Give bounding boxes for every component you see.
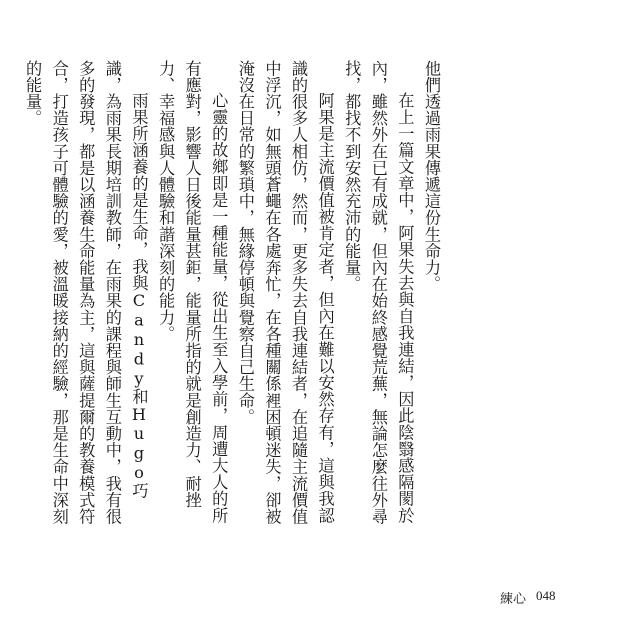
paragraph-4: 心靈的故鄉即是一種能量，從出生至入學前，周遭大人的所有應對，影響人日後能量甚鉅，能量所指的就是創造力、耐挫力、幸福感與人體驗和諧深刻的能力。: [156, 60, 229, 524]
paragraph-1: 他們透過雨果傳遞這份生命力。: [422, 60, 441, 293]
running-title: 練心: [500, 591, 527, 606]
page-footer: [500, 588, 556, 607]
body-text: [19, 60, 445, 532]
page-number: 048: [536, 588, 556, 603]
paragraph-5: 雨果所涵養的是生命，我與Candy和Hugo巧識，為雨果長期培訓教師，在雨果的課程與師生互動中，我有很多的發現，都是以涵養生命能量為主，這與薩提爾的教養模式符合，打造孩子可體驗的愛，被溫暖接納的經驗，那是生命中深刻的能量。: [23, 60, 149, 525]
paragraph-3: 阿果是主流價值被肯定者，但內在難以安然存有，這與我認識的很多人相仿，然而，更多失去自我連結者，在追隨主流價值中浮沉，如無頭蒼蠅在各處奔忙，在各種關係裡困頓迷失，卻被淹沒在日常的繁瑣中，無緣停頓與覺察自己生命。: [235, 60, 335, 525]
paragraph-2: 在上一篇文章中，阿果失去與自我連結，因此陰翳感隔閡於內，雖然外在已有成就，但內在始終感覺荒蕪，無論怎麼往外尋找，都找不到安然充沛的能量。: [342, 60, 415, 525]
